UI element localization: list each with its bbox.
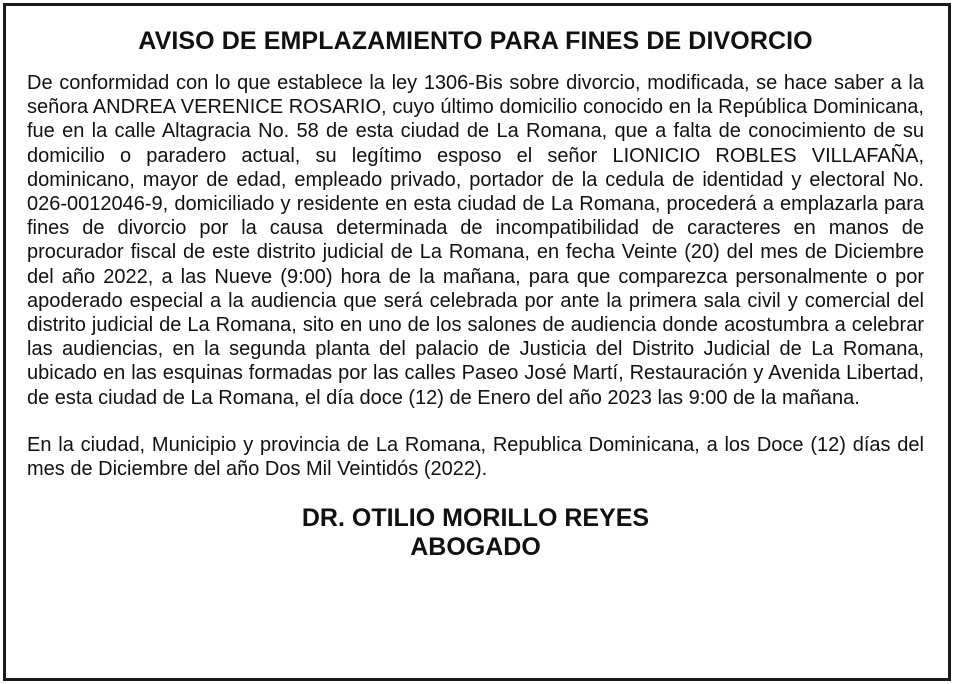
- notice-body-paragraph: De conformidad con lo que establece la ley 1306-Bis sobre divorcio, modificada, se hace saber a la señora ANDREA VERENICE ROSARIO, cuyo último domicilio conocido en la República Dominicana, fue en la calle Altagracia No. 58 de esta ciudad de La Romana, que a falta de conocimiento de su domicilio o paradero actual, su legítimo esposo el señor LIONICIO ROBLES VILLAFAÑA, dominicano, mayor de edad, empleado privado, portador de la cedula de identidad y electoral No. 026-0012046-9, domiciliado y residente en esta ciudad de La Romana, procederá a emplazarla para fines de divorcio por la causa determinada de incompatibilidad de caracteres en manos de procurador fiscal de este distrito judicial de La Romana, en fecha Veinte (20) del mes de Diciembre del año 2022, a las Nueve (9:00) hora de la mañana, para que comparezca personalmente o por apoderado especial a la audiencia que será celebrada por ante la primera sala civil y comercial del distrito judicial de La Romana, sito en uno de los salones de audiencia donde acostumbra a celebrar las audiencias, en la segunda planta del palacio de Justicia del Distrito Judicial de La Romana, ubicado en las esquinas formadas por las calles Paseo José Martí, Restauración y Avenida Libertad, de esta ciudad de La Romana, el día doce (12) de Enero del año 2023 las 9:00 de la mañana.: [27, 72, 924, 409]
- notice-title: AVISO DE EMPLAZAMIENTO PARA FINES DE DIVORCIO: [138, 27, 813, 55]
- notice-closing-paragraph: En la ciudad, Municipio y provincia de La Romana, Republica Dominicana, a los Doce (12) días del mes de Diciembre del año Dos Mil Veintidós (2022).: [27, 433, 924, 481]
- signature-block: [27, 504, 924, 562]
- signer-name: DR. OTILIO MORILLO REYES: [301, 504, 650, 533]
- signer-role: ABOGADO: [410, 533, 541, 562]
- legal-notice: [3, 3, 951, 681]
